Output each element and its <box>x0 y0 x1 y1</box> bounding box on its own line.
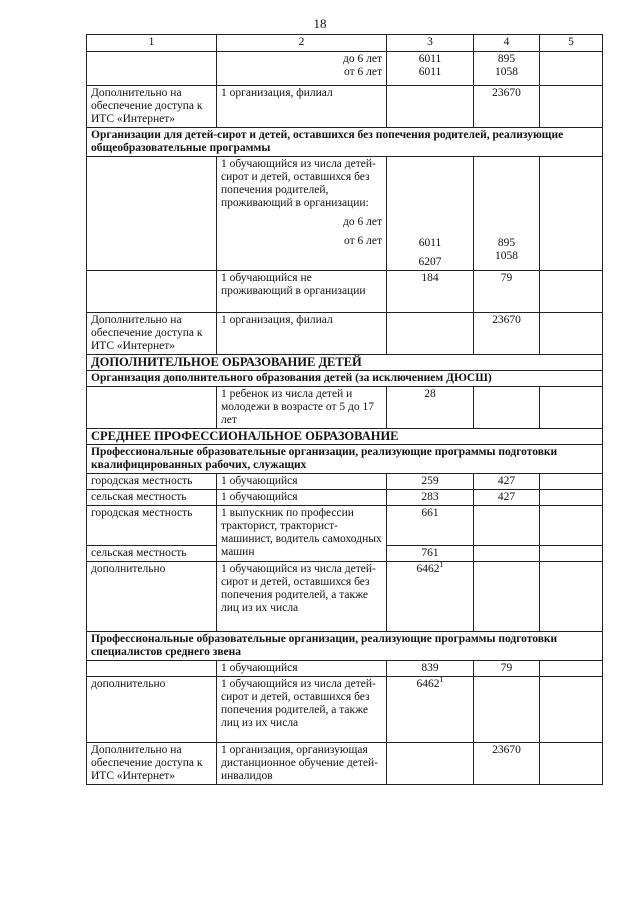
cell-value: 839 <box>387 661 474 677</box>
cell-value: 79 <box>474 661 540 677</box>
table-row <box>87 52 603 86</box>
cell-empty <box>540 546 603 562</box>
cell-empty <box>540 677 603 743</box>
cell-empty <box>474 562 540 632</box>
cell-value: 761 <box>387 546 474 562</box>
table-row <box>87 271 603 313</box>
cell-label: сельская местность <box>87 546 217 562</box>
value: 6011 <box>418 53 442 65</box>
cell-value: 427 <box>474 490 540 506</box>
cell-value: 23670 <box>474 743 540 785</box>
header-col-4: 4 <box>474 35 540 52</box>
cell-description: 1 организация, филиал <box>217 313 387 355</box>
section-header-row <box>87 128 603 157</box>
section-title: СРЕДНЕЕ ПРОФЕССИОНАЛЬНОЕ ОБРАЗОВАНИЕ <box>87 429 603 445</box>
section-title: Организация дополнительного образования детей (за исключением ДЮСШ) <box>87 371 603 387</box>
section-header-row <box>87 355 603 371</box>
cell-empty <box>540 52 603 86</box>
footnote-mark: 1 <box>439 675 444 685</box>
cell-description: 1 организация, филиал <box>217 86 387 128</box>
cell-description: 1 обучающийся из числа детей-сирот и детей, оставшихся без попечения родителей, а также лиц из их числа <box>217 562 387 632</box>
table-row <box>87 387 603 429</box>
value: 895 <box>497 237 516 249</box>
cell-value: 23670 <box>474 86 540 128</box>
cell-value <box>474 157 540 271</box>
cell-empty <box>474 387 540 429</box>
cell-label: Дополнительно на обеспечение доступа к ИТС «Интернет» <box>87 743 217 785</box>
table-row <box>87 562 603 632</box>
section-title: ДОПОЛНИТЕЛЬНОЕ ОБРАЗОВАНИЕ ДЕТЕЙ <box>87 355 603 371</box>
value: 6462 <box>416 563 440 575</box>
cell-value: 259 <box>387 474 474 490</box>
cell-empty <box>540 562 603 632</box>
section-header-row <box>87 632 603 661</box>
cell-value: 661 <box>387 506 474 546</box>
header-col-5: 5 <box>540 35 603 52</box>
age-label: от 6 лет <box>344 66 382 78</box>
value: 895 <box>497 53 516 65</box>
cell-label: Дополнительно на обеспечение доступа к ИТС «Интернет» <box>87 86 217 128</box>
section-title: Организации для детей-сирот и детей, оставшихся без попечения родителей, реализующие общеобразовательные программы <box>87 128 603 157</box>
value: 6011 <box>418 237 442 249</box>
cell-empty <box>87 661 217 677</box>
table-row <box>87 157 603 271</box>
cell-empty <box>87 387 217 429</box>
cell-value: 23670 <box>474 313 540 355</box>
value: 6207 <box>418 256 442 268</box>
cell-value <box>387 677 474 743</box>
cell-empty <box>387 86 474 128</box>
age-label: до 6 лет <box>343 216 382 228</box>
cell-label: Дополнительно на обеспечение доступа к ИТС «Интернет» <box>87 313 217 355</box>
cell-empty <box>387 313 474 355</box>
cell-label: городская местность <box>87 506 217 546</box>
cell-age-labels <box>217 52 387 86</box>
description-text: 1 обучающийся из числа детей-сирот и детей, оставшихся без попечения родителей, проживающий в организации: <box>221 158 376 209</box>
table-row <box>87 490 603 506</box>
table-row <box>87 474 603 490</box>
cell-label: городская местность <box>87 474 217 490</box>
section-title: Профессиональные образовательные организации, реализующие программы подготовки квалифицированных рабочих, служащих <box>87 445 603 474</box>
section-header-row <box>87 429 603 445</box>
header-col-3: 3 <box>387 35 474 52</box>
cell-empty <box>540 661 603 677</box>
cell-value: 184 <box>387 271 474 313</box>
cell-empty <box>87 157 217 271</box>
cell-description: 1 обучающийся не проживающий в организации <box>217 271 387 313</box>
page-number: 18 <box>313 16 327 31</box>
cell-empty <box>474 506 540 546</box>
table-row <box>87 86 603 128</box>
age-label: до 6 лет <box>343 53 382 65</box>
cell-empty <box>540 313 603 355</box>
norms-table <box>86 34 603 785</box>
table-row <box>87 661 603 677</box>
cell-empty <box>387 743 474 785</box>
section-header-row <box>87 371 603 387</box>
cell-value <box>387 562 474 632</box>
header-row <box>87 35 603 52</box>
cell-value: 427 <box>474 474 540 490</box>
cell-value <box>387 157 474 271</box>
cell-value: 79 <box>474 271 540 313</box>
cell-value: 28 <box>387 387 474 429</box>
cell-description: 1 организация, организующая дистанционное обучение детей-инвалидов <box>217 743 387 785</box>
cell-label: дополнительно <box>87 562 217 632</box>
table-row <box>87 743 603 785</box>
cell-description: 1 обучающийся <box>217 661 387 677</box>
cell-empty <box>540 743 603 785</box>
cell-empty <box>474 546 540 562</box>
cell-empty <box>540 490 603 506</box>
cell-description: 1 обучающийся <box>217 490 387 506</box>
cell-value <box>474 52 540 86</box>
cell-empty <box>474 677 540 743</box>
age-label: от 6 лет <box>344 235 382 247</box>
table-row <box>87 313 603 355</box>
cell-description: 1 ребенок из числа детей и молодежи в возрасте от 5 до 17 лет <box>217 387 387 429</box>
cell-value <box>387 52 474 86</box>
cell-empty <box>540 157 603 271</box>
cell-description <box>217 157 387 271</box>
cell-description: 1 обучающийся <box>217 474 387 490</box>
cell-value: 283 <box>387 490 474 506</box>
cell-description: 1 обучающийся из числа детей-сирот и детей, оставшихся без попечения родителей, а также лиц из их числа <box>217 677 387 743</box>
footnote-mark: 1 <box>439 560 444 570</box>
cell-empty <box>87 271 217 313</box>
cell-label: сельская местность <box>87 490 217 506</box>
header-col-2: 2 <box>217 35 387 52</box>
value: 6011 <box>418 66 442 78</box>
cell-empty <box>540 86 603 128</box>
value: 1058 <box>495 66 518 78</box>
cell-label: дополнительно <box>87 677 217 743</box>
header-col-1: 1 <box>87 35 217 52</box>
section-header-row <box>87 445 603 474</box>
cell-empty <box>540 271 603 313</box>
value: 6462 <box>416 678 440 690</box>
cell-empty <box>540 506 603 546</box>
cell-description: 1 выпускник по профессии тракторист, тракторист-машинист, водитель самоходных машин <box>217 506 387 562</box>
value: 1058 <box>495 250 518 262</box>
table-row <box>87 677 603 743</box>
cell-empty <box>540 474 603 490</box>
section-title: Профессиональные образовательные организации, реализующие программы подготовки специалистов среднего звена <box>87 632 603 661</box>
cell-empty <box>87 52 217 86</box>
cell-empty <box>540 387 603 429</box>
table-row <box>87 506 603 546</box>
